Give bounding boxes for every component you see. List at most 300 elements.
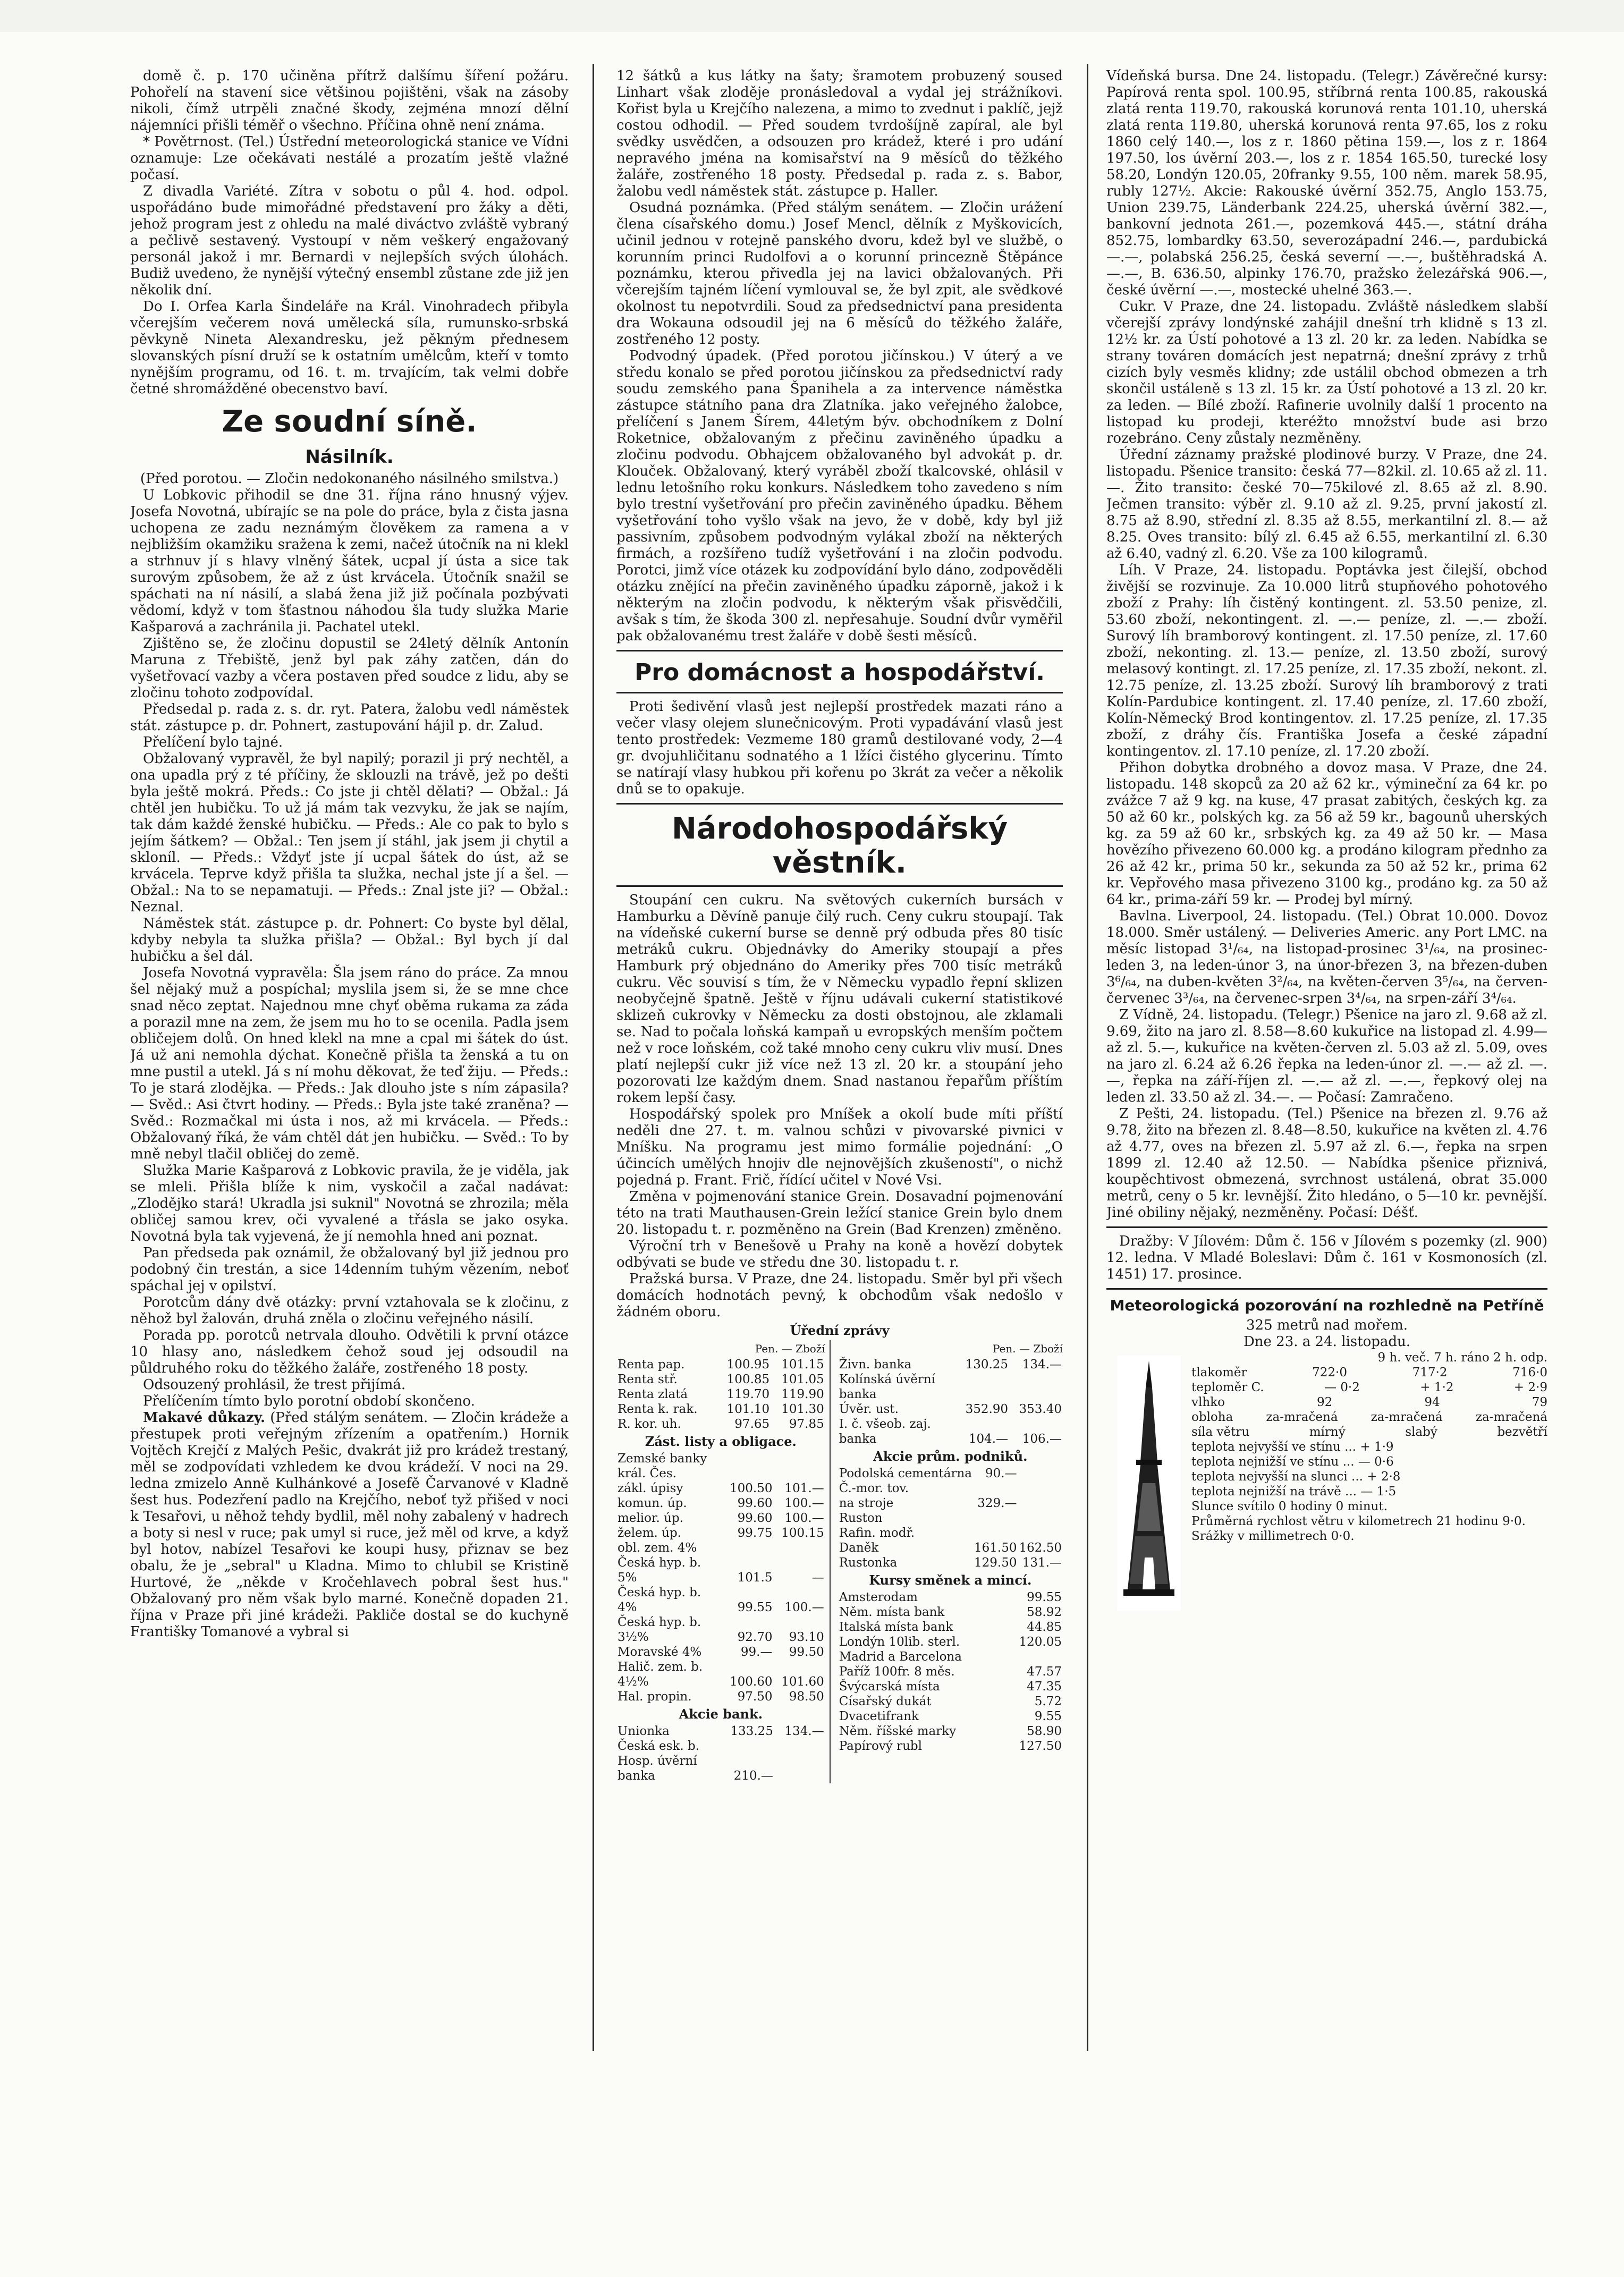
quote-value: 101.05 — [781, 1373, 824, 1386]
meteo-cell: 94 — [1424, 1395, 1440, 1409]
quote-row — [838, 1432, 1063, 1446]
quote-name: Halič. zem. b. — [618, 1660, 703, 1674]
news-paragraph: Zjištěno se, že zločinu dopustil se 24letý dělník Antonín Maruna z Třebiště, jenž byl pak záhy zatčen, dán do vyšetřovací vazby a včera postaven před soudce z lidu, aby se zločinu tohoto zodpovídal. — [130, 636, 569, 701]
quote-name: Renta zlatá — [618, 1387, 688, 1401]
quote-value: 133.25 — [730, 1724, 773, 1738]
quote-value: 120.05 — [1019, 1635, 1062, 1649]
news-paragraph: Do I. Orfea Karla Šindeláře na Král. Vinohradech přibyla včerejším večerem nová umělecká síla, rumunsko-srbská pěvkyně Nineta Alexandresku, jež pěkným přednesem slovanských písní druží se k ostatním umělcům, kteří v tomto nynějším programu, od 16. t. m. trvajícím, tak velmi dobře četné shromážděné obecenstvo baví. — [130, 299, 569, 397]
quote-value: 99.75 — [737, 1526, 773, 1540]
quote-name: Ruston — [839, 1511, 883, 1525]
news-paragraph: Stoupání cen cukru. Na světových cukerních bursách v Hamburku a Děvíně panuje čilý ruch. Ceny cukru stoupají. Tak na vídeňské cukerní burse se denně prý odbuda přes 80 tisíc metráků cukru. Objednávky do Ameriky stoupají a přes Hamburk prý objednáno do Ameriky přes 700 tisíc metráků cukru. Věc souvisí s tím, že v Německu vypadlo řepní sklizen neobyčejně špatně. Ještě v říjnu udávali cukerní statistikové sklizeň cukrovky v Německu za dosti obstojnou, ale zklamali se. Nad to počala loňská kampaň u evropských menším počtem než v roce loňském, což také mnoho ceny cukru vliv musí. Dnes platí nejlepší cukr již více než 13 zl. 20 kr. a stoupání jeho pozorovati lze každým dnem. Snad nastanou řepařům příštím rokem lepší časy. — [616, 892, 1063, 1106]
quotes-subheading: Akcie prům. podniků. — [873, 1449, 1028, 1464]
quote-value — [955, 1372, 1009, 1387]
section-title: Pro domácnost a hospodářství. — [635, 659, 1045, 686]
article-title: Násilník. — [305, 446, 394, 468]
quotes-right — [838, 1340, 1063, 1783]
quote-value: 90.— — [985, 1467, 1017, 1480]
meteo-note: teplota nejnižší na trávě ... — 1·5 — [1191, 1485, 1397, 1499]
quote-name: 4½% — [618, 1675, 649, 1689]
quote-value: 100.— — [784, 1511, 824, 1525]
quote-name: zákl. úpisy — [618, 1482, 683, 1495]
quote-value: 47.57 — [1027, 1665, 1062, 1679]
quote-row — [838, 1511, 1063, 1526]
quote-value: 119.90 — [781, 1387, 824, 1401]
meteo-note: Srážky v millimetrech 0·0. — [1191, 1529, 1355, 1543]
quotes-table — [616, 1340, 1063, 1783]
quote-value — [774, 1768, 825, 1783]
quote-name: na stroje — [839, 1496, 894, 1510]
quotes-subheading: Akcie bank. — [679, 1706, 763, 1722]
meteo-note: teplota nejnižší ve stínu ... — 0·6 — [1191, 1455, 1394, 1469]
news-paragraph: Přihon dobytka drobného a dovoz masa. V Praze, dne 24. listopadu. 148 skopců za 20 až 62 kr., výmineční za 64 kr. po zvážce 7 až 9 kg. na kuse, 47 prasat zabitých, českých kg. za 50 až 60 kr., polských kg. za 56 až 59 kr., bagounů uherských kg. za 59 až 60 kr., srbských kg. za 49 až 50 kr. — Masa hovězího přivezeno 60.000 kg. a prodáno kilogram přednho za 26 až 42 kr., prima 50 kr., sekunda za 50 až 52 kr., prima 62 kr. Vepřového masa přivezeno 3100 kg., prodáno kg. za 50 až 64 kr., prima-září 59 kr. — Prodej byl mírný. — [1106, 760, 1547, 908]
quote-row — [838, 1605, 1063, 1620]
quote-row — [838, 1679, 1063, 1694]
meteo-cell: mírný — [1309, 1425, 1346, 1439]
quote-value: 93.10 — [789, 1630, 824, 1644]
quote-row — [838, 1372, 1063, 1387]
divider — [616, 803, 1063, 805]
quote-row — [838, 1357, 1063, 1372]
quote-row — [616, 1660, 825, 1674]
quote-value: 100.— — [784, 1496, 824, 1510]
quote-name: Rafin. modř. — [839, 1526, 915, 1540]
quote-value: 58.90 — [1027, 1724, 1062, 1738]
quote-value: 161.50 — [974, 1541, 1017, 1555]
quote-row — [838, 1649, 1063, 1664]
quote-value: 99.55 — [737, 1601, 773, 1614]
meteo-cell: tlakoměr — [1191, 1366, 1247, 1379]
news-paragraph — [130, 1410, 569, 1640]
quote-value: 100.— — [784, 1601, 824, 1614]
meteo-rows — [1191, 1365, 1547, 1440]
quote-value — [1018, 1466, 1063, 1481]
meteo-cell: bezvětří — [1497, 1425, 1547, 1439]
news-paragraph: Přelíčením tímto bylo porotní období skončeno. — [143, 1393, 475, 1409]
news-paragraph: Vídeňská bursa. Dne 24. listopadu. (Telegr.) Závěrečné kursy: Papírová renta spol. 100.95, stříbrná renta 100.85, rakouská zlatá renta 119.70, rakouská korunová renta 101.10, uherská zlatá renta 119.80, uherská korunová renta 97.65, los z roku 1860 celý 140.—, los z r. 1860 pětina 159.—, los z r. 1864 197.50, los úvěrní 203.—, los z r. 1854 165.50, turecké losy 58.20, Londýn 120.05, 20franky 9.55, 100 něm. marek 58.95, rubly 127½. Akcie: Rakouské úvěrní 352.75, Anglo 153.75, Union 239.75, Länderbank 224.25, uherská úvěrní 382.—, bankovní jednota 261.—, pozemková 445.—, státní dráha 852.75, lombardky 63.50, severozápadní 246.—, pardubická —.—, polabská 256.25, česká severní —.—, buštěhradská A. —.—, B. 636.50, alpinky 176.70, pražsko železářská 906.—, české úvěrní —.—, mostecké uhelné 363.—. — [1106, 68, 1547, 298]
quote-row — [616, 1357, 825, 1372]
quote-row — [838, 1635, 1063, 1649]
meteo-note: Slunce svítilo 0 hodiny 0 minut. — [1191, 1500, 1388, 1513]
quote-row — [616, 1555, 825, 1570]
meteo-cell: 717·2 — [1412, 1366, 1448, 1379]
quote-row — [838, 1620, 1063, 1635]
meteo-row — [1191, 1365, 1547, 1380]
quote-row — [616, 1615, 825, 1630]
quote-value: 5.72 — [1034, 1695, 1062, 1708]
column-right — [1106, 68, 1547, 2236]
meteo-cell: 722·0 — [1312, 1366, 1347, 1379]
quote-value: 99.— — [740, 1645, 773, 1659]
quote-name: Italská místa bank — [839, 1620, 953, 1634]
meteo-note: Průměrná rychlost větru v kilometrech 21 hodinu 9·0. — [1191, 1514, 1526, 1528]
quote-name: Moravské 4% — [618, 1645, 702, 1659]
quote-value: 134.— — [1022, 1358, 1062, 1372]
quote-row — [616, 1466, 825, 1481]
quote-value — [1009, 1417, 1063, 1432]
meteo-cell: + 2·9 — [1513, 1381, 1547, 1394]
quote-value: 99.55 — [1027, 1590, 1062, 1604]
quote-name: Renta stř. — [618, 1373, 678, 1386]
quote-row — [616, 1754, 825, 1768]
quote-name: Č.-mor. tov. — [839, 1482, 909, 1495]
news-paragraph: Porada pp. porotců netrvala dlouho. Odvětili k první otázce 10 hlasy ano, následkem čehož soud jej odsoudil na půldruhého roku do těžkého žaláře, zostřeného 18 posty. — [130, 1327, 569, 1376]
meteo-cell: za-mračená — [1371, 1410, 1443, 1424]
quote-value: 97.65 — [734, 1417, 770, 1431]
meteo-row — [1191, 1410, 1547, 1425]
quote-value: 58.92 — [1027, 1605, 1062, 1619]
quote-value: 100.85 — [726, 1373, 770, 1386]
quote-value: 210.— — [733, 1769, 773, 1783]
quote-value: 44.85 — [1027, 1620, 1062, 1634]
news-paragraph: Změna v pojmenování stanice Grein. Dosavadní pojmenování této na trati Mauthausen-Grein ležící stanice Grein bylo dnem 20. listopadu t. r. pozměněno na Grein (Bad Krenzen) změněno. — [616, 1189, 1063, 1238]
quote-value — [1018, 1481, 1063, 1496]
quotes-subheading: Kursy směnek a mincí. — [869, 1572, 1032, 1588]
meteo-cell: teploměr C. — [1191, 1381, 1264, 1394]
quote-value: 134.— — [784, 1724, 824, 1738]
quote-value: 9.55 — [1034, 1709, 1062, 1723]
quote-name: Papírový rubl — [839, 1739, 922, 1753]
quote-row — [616, 1600, 825, 1615]
quote-row — [838, 1387, 1063, 1402]
quote-value — [773, 1540, 825, 1555]
quote-value — [973, 1511, 1018, 1526]
quote-value — [773, 1451, 825, 1466]
meteo-cell: 79 — [1532, 1395, 1547, 1409]
quote-value: 99.50 — [789, 1645, 824, 1659]
meteo-block — [1106, 1350, 1547, 1627]
quote-row — [838, 1724, 1063, 1739]
quote-name: obl. zem. 4% — [618, 1541, 697, 1555]
quote-row — [838, 1526, 1063, 1540]
quote-name: Dvacetifrank — [839, 1709, 919, 1723]
quote-value — [1018, 1526, 1063, 1540]
quote-value — [773, 1585, 825, 1600]
quote-name: Amsterodam — [839, 1590, 918, 1604]
quote-value: 130.25 — [965, 1358, 1009, 1372]
quote-value: 99.60 — [737, 1511, 773, 1525]
meteo-cell: 716·0 — [1512, 1366, 1547, 1379]
quote-value: 47.35 — [1027, 1680, 1062, 1694]
article-body: (Před stálým senátem. — Zločin krádeže a přestupek proti veřejným zřízením a opatřením.) Hornik Vojtěch Krejčí z Malých Pešic, dvakrát již pro krádež trestaný, měl se zodpovídati vzhledem ke dvou krádeží. V noci na 29. ledna zmizelo Anně Kulhánkové a Josefě Čarvanové v Kladně šest hus. Podezření padlo na Krejčího, neboť tyž přišed v noci k Tesařovi, u něhož tehdy bydlil, měl nohy zabalený v hadrech a boty si nesl v ruce; pak umyl si ruce, jež měl od krve, a když byl hotov, nabízel Tesařovi ke koupi husy, přiznav se bez obalu, že je „sebral" u Kladna. Mimo to chlubil se Kristině Hurtové, že „někde v Kročehlavech pobral šest hus." Obžalovaný pro něm však bylo marné. Konečně dopaden 21. října v Praze při jiné krádeži. Pakliče dostal se do kuchyně Františky Tomanové a vybral si — [130, 1410, 569, 1640]
news-paragraph: Výroční trh v Benešově u Prahy na koně a hovězí dobytek odbývati se bude ve středu dne 30. listopadu t. r. — [616, 1238, 1063, 1271]
meteo-table — [1191, 1350, 1547, 1544]
news-paragraph: Proti šedivění vlasů jest nejlepší prostředek mazati ráno a večer vlasy olejem slunečnicovým. Proti vypadávání vlasů jest tento prostředek: Vezmeme 180 gramů destilované vody, 2—4 gr. dvojuhličitanu sodnatého a 1 lžíci čistého glycerinu. Tímto se natírají vlasy hubkou při kořenu po 3krát za večer a několik dnů se to opakuje. — [616, 699, 1063, 797]
quote-name: Paříž 100fr. 8 měs. — [839, 1665, 955, 1679]
meteo-row — [1191, 1395, 1547, 1410]
quote-value: 329.— — [977, 1496, 1017, 1510]
quote-value — [955, 1387, 1009, 1402]
quote-name: R. kor. uh. — [618, 1417, 681, 1431]
quote-value — [719, 1754, 774, 1768]
quote-name: Hal. propin. — [618, 1690, 692, 1704]
quote-row — [616, 1387, 825, 1402]
quotes-title: Úřední zprávy — [790, 1323, 890, 1338]
quote-row — [838, 1481, 1063, 1496]
news-paragraph: Z Vídně, 24. listopadu. (Telegr.) Pšenice na jaro zl. 9.68 až zl. 9.69, žito na jaro zl. 8.58—8.60 kukuřice na listopad zl. 4.99—až zl. 5.—, kukuřice na květen-červen zl. 5.03 až zl. 5.09, oves na jaro zl. 6.24 až 6.26 řepka na leden-únor zl. —.— až zl. —.—, řepka na září-říjen zl. —.— až zl. —.—, řepkový olej na leden zl. 33.50 až zl. 34.—. — Počasí: Zamračeno. — [1106, 1007, 1547, 1105]
news-paragraph: Přelíčení bylo tajné. — [143, 734, 283, 750]
quote-value: 97.50 — [737, 1690, 773, 1704]
quote-row — [616, 1481, 825, 1496]
quote-name: želem. úp. — [618, 1526, 681, 1540]
quote-row — [616, 1511, 825, 1526]
quote-name: Něm. říšské marky — [839, 1724, 957, 1738]
quote-value: 101.30 — [781, 1402, 824, 1416]
quote-value — [1009, 1372, 1063, 1387]
news-paragraph: Porotcům dány dvě otázky: první vztahovala se k zločinu, z něhož byl žalován, druhá zněla o zločinu veřejného násilí. — [130, 1294, 569, 1327]
news-paragraph: Náměstek stát. zástupce p. dr. Pohnert: Co byste byl dělal, kdyby nebyla ta služka přišla? — Obžal.: Byl bych jí dal hubičku a šel dál. — [130, 916, 569, 964]
quote-value — [719, 1739, 774, 1754]
quote-value: 98.50 — [789, 1690, 824, 1704]
quote-row — [838, 1466, 1063, 1481]
divider — [616, 692, 1063, 693]
quote-value: 353.40 — [1019, 1402, 1062, 1416]
quote-name: 5% — [618, 1571, 637, 1585]
news-paragraph: Podvodný úpadek. (Před porotou jičínskou.) V úterý a ve středu konalo se před porotou jičínskou za předsednictví rady soudu zemského pana Španihela a za intervence náměstka zástupce státního pana dra Zlatníka. jako veřejného žalobce, přelíčení s Janem Šírem, 44letým býv. obchodníkem z Dolní Roketnice, obžalovaným z přečinu zaviněného úpadku a zločinu podvodu. Obhajcem obžalovaného byl advokát p. dr. Klouček. Obžalovaný, který vyráběl zboží tkalcovské, ohlásil v lednu letošního roku konkurs. Následkem toho zavedeno s ním bylo trestní vyšetřování pro přečin zaviněného úpadku. Během vyšetřování toho vyšlo však na jevo, že v době, kdy byl již passivním, způsobem podvodným vylákal zboží na některých firmách, a rozšířeno tudíž vyšetřování i na zločin podvodu. Porotci, jimž více otázek ku zodpovídání bylo dáno, zodpověděli otázku znějící na přečin zaviněného úpadku záporně, jakož i k některým na zločin podvodu, k některým však přisvědčili, avšak s tím, že škoda 300 zl. nepřesahuje. Soudní dvůr vyměřil pak obžalovanému trest žaláře v době šesti měsíců. — [616, 348, 1063, 644]
quote-value: 131.— — [1022, 1556, 1062, 1570]
meteo-note: teplota nejvyšší na slunci ... + 2·8 — [1191, 1470, 1401, 1484]
quote-value — [774, 1739, 825, 1754]
quote-row — [616, 1451, 825, 1466]
news-paragraph: domě č. p. 170 učiněna přítrž dalšímu šíření požáru. Pohořelí na stavení sice většinou pojištěni, však na zásoby nikoli, čímž utrpěli značné škody, zejména mnozí dělní nájemníci přišli téměř o všechno. Příčina ohně není známa. — [130, 68, 569, 133]
article-lead: Makavé důkazy. — [143, 1410, 265, 1426]
quote-value: 92.70 — [737, 1630, 773, 1644]
news-paragraph: Líh. V Praze, 24. listopadu. Poptávka jest čilejší, obchod živější se rozvinuje. Za 10.000 litrů stupňového pohotového zboží z Prahy: líh čistěný kontingent. zl. 53.50 penize, zl. 53.60 zboží, nekontingent. zl. —.— peníze, zl. —.— zboží. Surový líh bramborový kontingent. zl. 17.50 peníze, zl. 17.60 zboží, nekonting. zl. 13.— peníze, zl. 13.50 zboží, surový melasový kontingt. zl. 17.25 peníze, zl. 17.35 zboží, nekont. zl. 12.75 peníze, zl. 13.25 zboží. Surový líh bramborový z trati Kolín-Pardubice kontingent. zl. 17.40 peníze, zl. 17.60 zboží, Kolín-Německý Brod kontingentov. zl. 17.25 peníze, zl. 17.35 zboží, z dráhy čís. Františka Josefa a české západní kontingentov. zl. 17.10 peníze, zl. 17.20 zboží. — [1106, 562, 1547, 759]
divider — [1106, 1226, 1547, 1228]
quote-name: Česká hyp. b. — [618, 1586, 701, 1599]
quote-value — [722, 1451, 773, 1466]
news-paragraph: Josefa Novotná vypravěla: Šla jsem ráno do práce. Za mnou šel nějaký muž a pospíchal; myslila jsem si, že se mne chce snad něco zeptat. Najednou mne chyť oběma rukama za záda a porazil mne na zem, že jsem mu ho to se ocenila. Padla jsem obličejem dolů. On hned klekl na mne a cpal mi šátek do úst. Já už ani nemohla dýchat. Konečně přišla ta ženská a tu on mne pustil a utekl. Já s ní mohu děkovat, že teď žiju. — Předs.: To je stará zlodějka. — Předs.: Jak dlouho jste s ním zápasila? — Svěd.: Asi čtvrt hodiny. — Předs.: Byla jste také zraněna? — Svěd.: Rozmačkal mi ústa i nos, až mi krvácela. — Předs.: Obžalovaný říká, že vám chtěl dát jen hubičku. — Svěd.: To by mně nebyl tlačil obličej do země. — [130, 965, 569, 1162]
quote-row — [616, 1417, 825, 1432]
quote-value: 101.60 — [781, 1675, 824, 1689]
quotes-left — [616, 1340, 831, 1783]
quote-value: 101.5 — [737, 1571, 773, 1585]
quote-value: 99.60 — [737, 1496, 773, 1510]
quote-row — [616, 1372, 825, 1387]
quotes-header: Pen. — Zboží — [755, 1342, 825, 1355]
quote-value — [973, 1481, 1018, 1496]
quote-name: Česká hyp. b. — [618, 1615, 701, 1629]
quote-row — [616, 1585, 825, 1600]
quote-value: 119.70 — [726, 1387, 770, 1401]
section-title: Ze soudní síně. — [222, 404, 477, 439]
news-paragraph: Předsedal p. rada z. s. dr. ryt. Patera, žalobu vedl náměstek stát. zástupce p. dr. Pohnert, zastupování hájil p. dr. Zalud. — [130, 701, 569, 734]
quote-name: Kolínská úvěrní — [839, 1373, 936, 1386]
quote-row — [616, 1689, 825, 1704]
quote-row — [838, 1694, 1063, 1709]
quote-row — [838, 1709, 1063, 1724]
quote-value: 101.— — [784, 1482, 824, 1495]
meteo-extra — [1191, 1440, 1547, 1544]
news-paragraph: Bavlna. Liverpool, 24. listopadu. (Tel.) Obrat 10.000. Dovoz 18.000. Směr ustálený. — Deliveries Americ. any Port LMC. na měsíc listopad 3¹/₆₄, na listopad-prosinec 3¹/₆₄, na prosinec-leden 3, na leden-únor 3, na únor-březen 3, na březen-duben 3⁶/₆₄, na duben-květen 3²/₆₄, na květen-červen 3⁵/₆₄, na červen-červenec 3³/₆₄, na červenec-srpen 3⁴/₆₄, na srpen-září 3⁴/₆₄. — [1106, 908, 1547, 1006]
meteo-columns: 9 h. več. 7 h. ráno 2 h. odp. — [1377, 1351, 1547, 1365]
quote-name: banka — [839, 1432, 877, 1446]
quote-value: 100.50 — [730, 1482, 773, 1495]
quote-value — [722, 1615, 773, 1630]
quote-value — [1018, 1496, 1063, 1511]
quote-name: komun. úp. — [618, 1496, 687, 1510]
meteo-cell: + 1·2 — [1420, 1381, 1454, 1394]
quote-value — [722, 1555, 773, 1570]
quote-row — [616, 1496, 825, 1511]
quote-value — [773, 1660, 825, 1674]
news-paragraph: Z divadla Variété. Zítra v sobotu o půl 4. hod. odpol. uspořádáno bude mimořádné představení pro žáky a děti, jehož program jest z ohledu na malé diváctvo zvláště vybraný a pečlivě sestavený. Vystoupí v něm veškerý engažovaný personál jakož i mr. Bernardi v nejlepších svých úlohách. Budiž uvedeno, že nynější výtečný ensembl zůstane zde již jen několik dní. — [130, 183, 569, 298]
quotes-header: Pen. — Zboží — [992, 1342, 1063, 1355]
meteo-row — [1191, 1380, 1547, 1395]
meteo-subtitle: 325 metrů nad mořem. — [1246, 1317, 1408, 1333]
divider — [616, 650, 1063, 651]
quote-name: Úvěr. ust. — [839, 1402, 899, 1416]
quote-row — [838, 1590, 1063, 1605]
quote-value — [774, 1754, 825, 1768]
quote-name: Hosp. úvěrní — [618, 1754, 697, 1768]
quote-value — [773, 1555, 825, 1570]
column-middle — [616, 68, 1063, 2236]
quote-name: Renta k. rak. — [618, 1402, 698, 1416]
news-paragraph: Služka Marie Kašparová z Lobkovic pravila, že je viděla, jak se mleli. Přišla blíže k nim, vyskočil a začal nadávat: „Zlodějko stará! Ukradla jsi suknil" Novotná se zhrozila; měla obličej samou krev, oči vyvalené a třásla se jako osyka. Novotná byla tak vyjevená, že jí nemohla hned ani poznat. — [130, 1163, 569, 1245]
quote-value: 100.60 — [730, 1675, 773, 1689]
quote-value — [973, 1526, 1018, 1540]
quote-value — [1018, 1511, 1063, 1526]
quote-value — [955, 1417, 1009, 1432]
column-rule — [593, 64, 594, 2051]
quote-row — [616, 1674, 825, 1689]
meteo-cell: za-mračená — [1475, 1410, 1547, 1424]
quote-name: Madrid a Barcelona — [839, 1650, 962, 1664]
quote-value: 100.15 — [781, 1526, 824, 1540]
meteo-cell: vlhko — [1191, 1395, 1225, 1409]
quote-value — [722, 1466, 773, 1481]
quote-row — [616, 1540, 825, 1555]
quote-name: Švýcarská místa — [839, 1680, 940, 1694]
meteo-cell: síla větru — [1191, 1425, 1250, 1439]
quote-row — [838, 1555, 1063, 1570]
quote-name: Renta pap. — [618, 1358, 685, 1372]
quote-value: 101.10 — [726, 1402, 770, 1416]
news-paragraph: Odsouzený prohlásil, že trest přijímá. — [143, 1377, 406, 1393]
quote-name: Zemské banky — [618, 1452, 707, 1466]
quote-row — [838, 1417, 1063, 1432]
quotes-left-table — [616, 1724, 825, 1783]
quote-value: 101.15 — [781, 1358, 824, 1372]
quote-name: I. č. všeob. zaj. — [839, 1417, 931, 1431]
column-left — [130, 68, 569, 2236]
quote-name: Císařský dukát — [839, 1695, 932, 1708]
news-paragraph: Dražby: V Jílovém: Dům č. 156 v Jílovém s pozemky (zl. 900) 12. ledna. V Mladé Boleslavi: Dům č. 161 v Kosmonosích (zl. 1451) 17. prosince. — [1106, 1233, 1547, 1282]
quote-name: 4% — [618, 1601, 637, 1614]
news-paragraph: Úřední záznamy pražské plodinové burzy. V Praze, dne 24. listopadu. Pšenice transito: česká 77—82kil. zl. 10.65 až zl. 11.—. Žito transito: české 70—75kilové zl. 8.65 až zl. 8.90. Ječmen transito: výběr zl. 9.10 až zl. 9.25, první jakostí zl. 8.75 až 8.90, střední zl. 8.35 až 8.55, merkantilní zl. 8.— až 8.25. Oves transito: bílý zl. 6.45 až 6.55, merkantilní zl. 6.30 až 6.40, vadný zl. 6.20. Vše za 100 kilogramů. — [1106, 447, 1547, 562]
meteo-cell: slabý — [1405, 1425, 1437, 1439]
quotes-subheading: Zást. listy a obligace. — [645, 1434, 797, 1449]
article-caption: (Před porotou. — Zločin nedokonaného násilného smilstva.) — [140, 471, 559, 487]
quote-value: 106.— — [1022, 1432, 1062, 1446]
column-rule — [1087, 64, 1088, 2051]
meteo-note: teplota nejvyšší ve stínu ... + 1·9 — [1191, 1440, 1394, 1454]
news-paragraph: Pražská bursa. V Praze, dne 24. listopadu. Směr byl při všech domácích hodnotách pevný, k obchodům však nedošlo v žádném oboru. — [616, 1271, 1063, 1320]
quote-row — [616, 1526, 825, 1540]
quote-name: král. Čes. — [618, 1467, 676, 1480]
meteo-title: Meteorologická pozorování na rozhledně na Petříně — [1110, 1297, 1544, 1314]
meteo-cell: 92 — [1317, 1395, 1333, 1409]
quote-value: 352.90 — [965, 1402, 1009, 1416]
meteo-cell: obloha — [1191, 1410, 1233, 1424]
quote-name: Česká esk. b. — [618, 1739, 699, 1753]
quote-value: 129.50 — [974, 1556, 1017, 1570]
divider — [1106, 1288, 1547, 1290]
quote-row — [838, 1739, 1063, 1754]
meteo-date: Dne 23. a 24. listopadu. — [1243, 1334, 1411, 1350]
quote-name: Živn. banka — [839, 1358, 912, 1372]
news-paragraph: * Povětrnost. (Tel.) Ústřední meteorologická stanice ve Vídni oznamuje: Lze očekávati nestálé a prozatím ještě vlažné počasí. — [130, 134, 569, 183]
news-paragraph: Obžalovaný vypravěl, že byl napilý; porazil ji prý nechtěl, a ona upadla prý z té příčiny, že sklouzli na trávě, jež po dešti byla ještě mokrá. Předs.: Co jste ji chtěl dělati? — Obžal.: Já chtěl jen hubičku. To už já mám tak vezvyku, že jak se najím, tak dám každé ženské hubičku. — Předs.: Ale co pak to bylo s jejím šátkem? — Obžal.: Ten jsem jí stáhl, jak jsem ji chytil a skloníl. — Předs.: Vždyť jste jí ucpal šátek do úst, až se krvácela. Teprve když přišla ta služka, nechal jste jí a šel. — Obžal.: Na to se nepamatuji. — Předs.: Znal jste ji? — Obžal.: Neznal. — [130, 751, 569, 915]
quote-row — [838, 1664, 1063, 1679]
quote-value — [1009, 1387, 1063, 1402]
quotes-right-table — [838, 1357, 1063, 1446]
news-paragraph: Z Pešti, 24. listopadu. (Tel.) Pšenice na březen zl. 9.76 až 9.78, žito na březen zl. 8.48—8.50, kukuřice na květen zl. 4.76 až 4.77, oves na březen zl. 5.97 až zl. 6.—, řepka na srpen 1899 zl. 12.40 až 12.50. — Nabídka pšenice přiznivá, koupěchtivost obmezená, svrchnost ustálená, obrat 35.000 metrů, ceny o 5 kr. levnější. Žito hledáno, o 5—10 kr. pevnější. Jiné obiliny nějaký, nezměněny. Počasí: Déšť. — [1106, 1106, 1547, 1221]
quote-row — [616, 1768, 825, 1783]
quotes-left-table — [616, 1357, 825, 1432]
meteo-cell: za-mračená — [1266, 1410, 1338, 1424]
quote-value: — — [811, 1571, 824, 1585]
quote-row — [838, 1496, 1063, 1511]
quote-value — [773, 1615, 825, 1630]
quote-name: Podolská cementárna — [839, 1467, 972, 1480]
quote-name: banka — [618, 1769, 655, 1783]
quote-row — [616, 1630, 825, 1645]
quote-value: 162.50 — [1019, 1541, 1062, 1555]
quote-name: Česká hyp. b. — [618, 1556, 701, 1570]
quote-value — [722, 1585, 773, 1600]
quote-value: 100.95 — [726, 1358, 770, 1372]
news-paragraph: U Lobkovic přihodil se dne 31. října ráno hnusný výjev. Josefa Novotná, ubírajíc se na pole do práce, byla z čista jasna uchopena ze zadu neznámým člověkem za ramena a v nejbližším okamžiku sražena k zemi, načež útočník na ni klekl a strhnuv jí s hlavy vlněný šátek, ucpal jí ústa a sice tak surovým způsobem, že až z úst krvácela. Útočník snažil se spáchati na ní násilí, a slabá žena již již počínala pozbývati vědomí, když v tom šťastnou náhodou šla tudy služka Marie Kašparová a zachránila ji. Pachatel utekl. — [130, 487, 569, 635]
quote-row — [616, 1402, 825, 1417]
news-paragraph: Hospodářský spolek pro Mníšek a okolí bude míti příští neděli dne 27. t. m. valnou schůzi v pivovarské pivnici v Mníšku. Na programu jest mimo formálie pojednání: „O účincích umělých hnojiv dle nejnovějších zkušeností", o nichž pojedná p. Frant. Frič, řídící učitel v Nové Vsi. — [616, 1106, 1063, 1188]
quote-row — [838, 1402, 1063, 1417]
quote-row — [616, 1570, 825, 1585]
quote-name: melior. úp. — [618, 1511, 683, 1525]
news-paragraph: Osudná poznámka. (Před stálým senátem. — Zločin urážení člena císařského domu.) Josef Mencl, dělník z Myškovicích, učinil jednou v rotejně panského dvoru, kdež byl ve službě, o korunním princi Rudolfovi a o korunní princezně Štěpánce poznámku, kterou přivedla jej na lavici obžalovaných. Při včerejším tajném líčení vymlouval se, že byl zpit, ale svědkové okolnost tu nepotvrdili. Soud za předsednictví pana presidenta dra Wokauna odsoudil jej na 6 měsíců do těžkého žaláře, zostřeného 12 posty. — [616, 200, 1063, 348]
meteo-cell: — 0·2 — [1324, 1381, 1360, 1394]
news-paragraph: Pan předseda pak oznámil, že obžalovaný byl již jednou pro podobný čin trestán, a sice 14denním tuhým vězením, neboť spáchal jej v opilství. — [130, 1245, 569, 1294]
quotes-right-table — [838, 1590, 1063, 1754]
quote-value — [722, 1540, 773, 1555]
quote-name: Něm. místa bank — [839, 1605, 945, 1619]
quotes-left-table — [616, 1451, 825, 1704]
news-paragraph: 12 šátků a kus látky na šaty; šramotem probuzený soused Linhart však zloděje pronásledoval a vydal jej strážníkovi. Kořist byla u Krejčího nalezena, a mimo to zvednut i paklíč, jejž costou odhodil. — Před soudem tvrdošíjně zapíral, ale byl svědky usvědčen, a odsouzen pro krádež, které i pro udání nepravého jména na komisařství na 9 měsíců do těžkého žaláře, zostřeného 18 posty. Předsedal p. rada z. s. Babor, žalobu vedl náměstek stát. zástupce p. Haller. — [616, 68, 1063, 199]
petrin-tower-illustration — [1117, 1356, 1181, 1611]
quote-name: Unionka — [618, 1724, 670, 1738]
quote-value — [773, 1466, 825, 1481]
news-paragraph: Cukr. V Praze, dne 24. listopadu. Zvláště následkem slabší včerejší zprávy londýnské zahájil dnešní trh klidně s 13 zl. 12½ kr. za Ústí pohotové a 13 zl. 20 kr. za leden. Nabídka se strany továren domácích jest nepatrná; dnešní zprávy z trhů cizích byly vesměs klidny; zde ustálil obchod obmezen a trh skončil ustáleně s 13 zl. 15 kr. za Ústí pohotové a 13 zl. 20 kr. za leden. — Bílé zboží. Rafinerie uvolnily další 1 procento na listopad ku prodeji, kteréžto množství bude asi brzo rozebráno. Ceny zůstaly nezměněny. — [1106, 299, 1547, 446]
quote-name: banka — [839, 1387, 877, 1401]
quote-value: 104.— — [968, 1432, 1009, 1446]
quote-name: Rustonka — [839, 1556, 898, 1570]
quote-value: 97.85 — [789, 1417, 824, 1431]
quote-value: 127.50 — [1019, 1739, 1062, 1753]
quotes-right-table — [838, 1466, 1063, 1570]
top-margin — [0, 0, 1624, 32]
section-title: Národohospodářský věstník. — [671, 811, 1008, 880]
quote-name: 3½% — [618, 1630, 649, 1644]
quote-row — [616, 1645, 825, 1660]
divider — [616, 885, 1063, 887]
quote-name: Daněk — [839, 1541, 879, 1555]
quote-value — [722, 1660, 773, 1674]
quote-row — [616, 1739, 825, 1754]
meteo-row — [1191, 1425, 1547, 1440]
quote-value — [1004, 1649, 1063, 1664]
quote-name: Londýn 10lib. sterl. — [839, 1635, 960, 1649]
quote-row — [616, 1724, 825, 1739]
